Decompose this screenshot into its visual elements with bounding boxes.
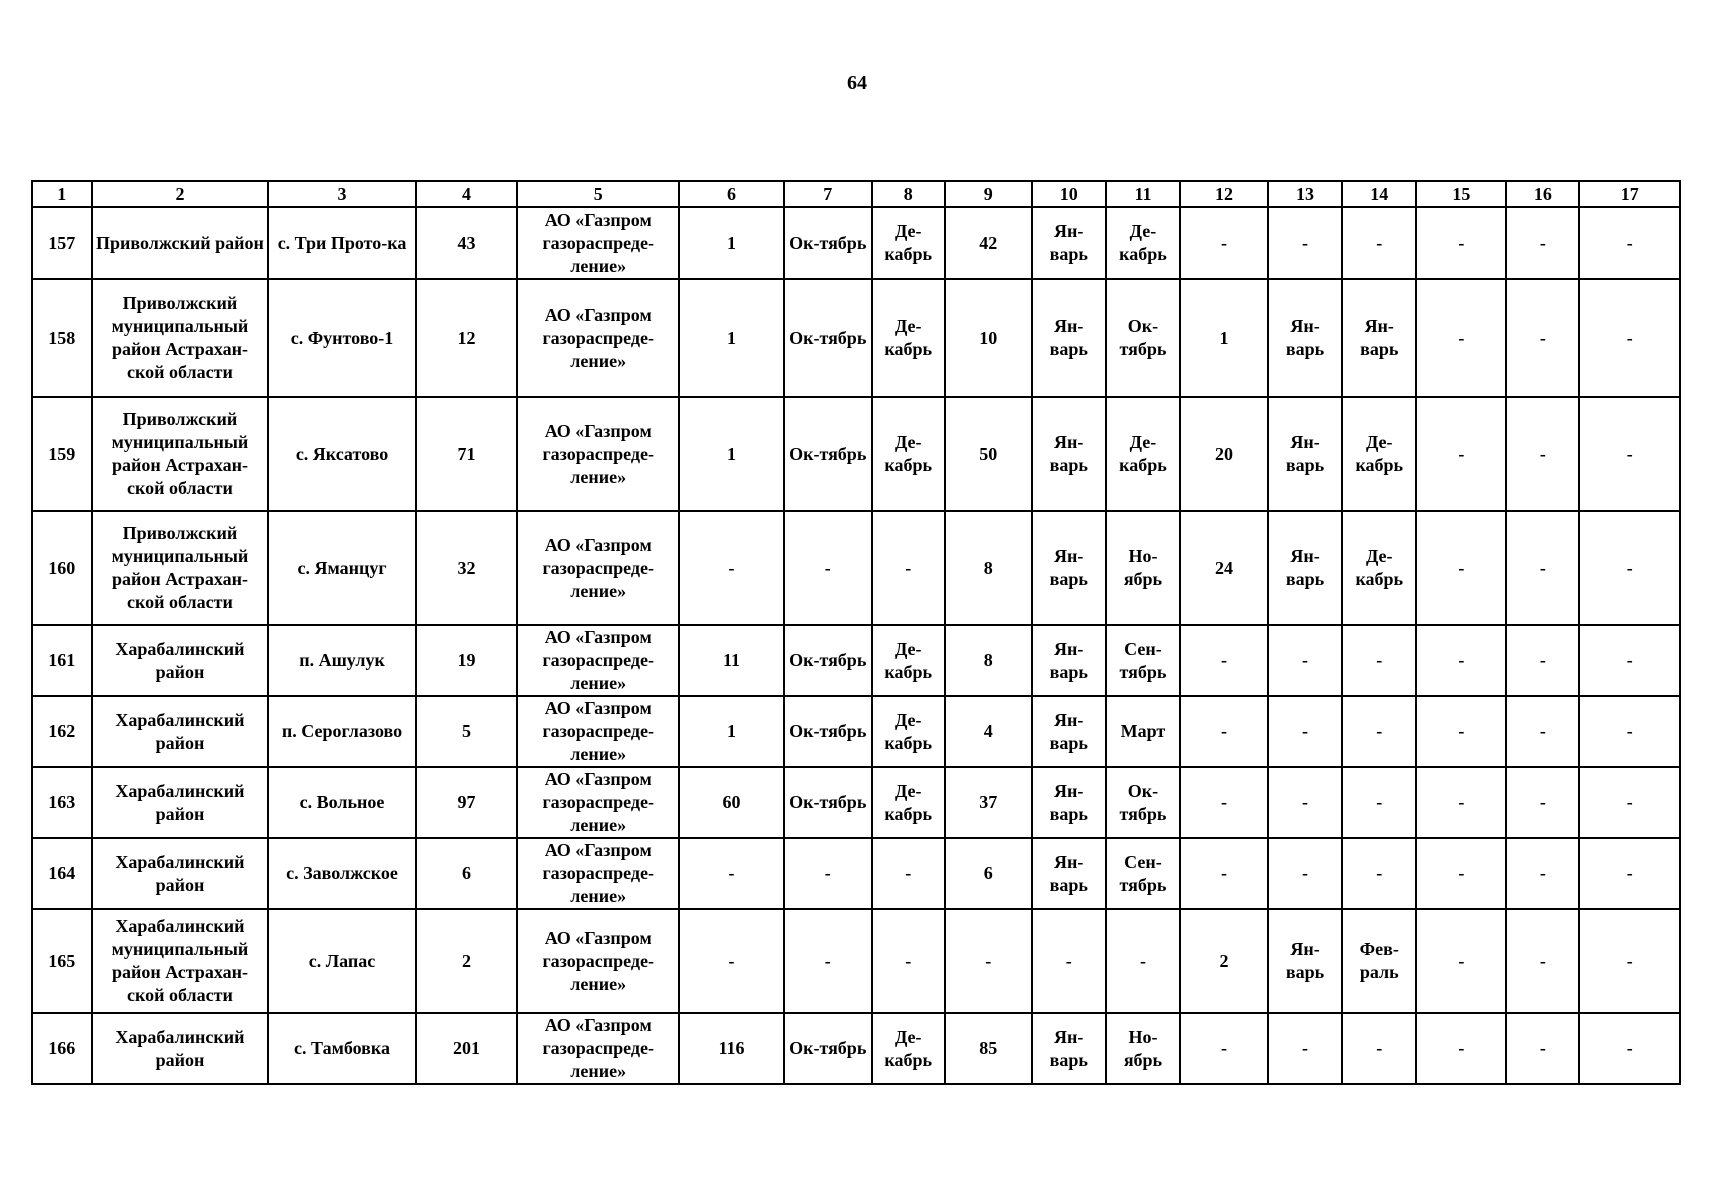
cell-row-number: 165 <box>32 909 92 1013</box>
cell-row-number: 161 <box>32 625 92 696</box>
cell-col-15: - <box>1416 1013 1506 1084</box>
cell-col-12: 20 <box>1180 397 1268 511</box>
table-row <box>32 397 1680 511</box>
cell-col-6: 60 <box>679 767 784 838</box>
cell-col-10: Ян-варь <box>1032 511 1106 625</box>
cell-col-14: - <box>1342 625 1416 696</box>
cell-district: Харабалинский район <box>92 625 269 696</box>
cell-row-number: 162 <box>32 696 92 767</box>
cell-district: Харабалинский муниципальный район Астрахан-ской области <box>92 909 269 1013</box>
table-row <box>32 696 1680 767</box>
table-row <box>32 511 1680 625</box>
cell-col-15: - <box>1416 767 1506 838</box>
cell-col-9: 10 <box>945 279 1032 397</box>
cell-col-16: - <box>1506 511 1579 625</box>
cell-col-17: - <box>1579 625 1680 696</box>
cell-col-13: Ян-варь <box>1268 397 1342 511</box>
cell-col-11: Ок-тябрь <box>1106 279 1180 397</box>
cell-col-17: - <box>1579 696 1680 767</box>
header-col-5: 5 <box>517 181 679 207</box>
cell-col-13: Ян-варь <box>1268 511 1342 625</box>
cell-col-9: 6 <box>945 838 1032 909</box>
header-col-11: 11 <box>1106 181 1180 207</box>
cell-col-6: 1 <box>679 279 784 397</box>
cell-col-8: Де-кабрь <box>872 767 945 838</box>
cell-col-10: Ян-варь <box>1032 625 1106 696</box>
header-col-2: 2 <box>92 181 269 207</box>
cell-organization: АО «Газпром газораспреде-ление» <box>517 397 679 511</box>
cell-col-11: Де-кабрь <box>1106 397 1180 511</box>
cell-settlement: с. Тамбовка <box>268 1013 415 1084</box>
cell-col-12: - <box>1180 838 1268 909</box>
cell-organization: АО «Газпром газораспреде-ление» <box>517 511 679 625</box>
table-row <box>32 909 1680 1013</box>
cell-col-10: Ян-варь <box>1032 838 1106 909</box>
cell-col-7: - <box>784 909 872 1013</box>
cell-col-13: - <box>1268 207 1342 279</box>
cell-organization: АО «Газпром газораспреде-ление» <box>517 279 679 397</box>
cell-col-17: - <box>1579 397 1680 511</box>
table-row <box>32 838 1680 909</box>
cell-col-14: Де-кабрь <box>1342 397 1416 511</box>
cell-col-16: - <box>1506 207 1579 279</box>
cell-organization: АО «Газпром газораспреде-ление» <box>517 767 679 838</box>
cell-col-7: Ок-тябрь <box>784 767 872 838</box>
cell-col-11: Сен-тябрь <box>1106 625 1180 696</box>
cell-settlement: с. Яманцуг <box>268 511 415 625</box>
cell-col-17: - <box>1579 838 1680 909</box>
cell-row-number: 164 <box>32 838 92 909</box>
cell-district: Харабалинский район <box>92 696 269 767</box>
cell-col-13: - <box>1268 1013 1342 1084</box>
cell-col-4: 43 <box>416 207 517 279</box>
cell-col-11: Март <box>1106 696 1180 767</box>
cell-district: Харабалинский район <box>92 767 269 838</box>
cell-col-6: 11 <box>679 625 784 696</box>
cell-col-16: - <box>1506 625 1579 696</box>
cell-col-6: 1 <box>679 696 784 767</box>
cell-col-10: Ян-варь <box>1032 767 1106 838</box>
cell-col-7: Ок-тябрь <box>784 397 872 511</box>
cell-col-11: Ок-тябрь <box>1106 767 1180 838</box>
cell-col-8: Де-кабрь <box>872 279 945 397</box>
cell-settlement: с. Фунтово-1 <box>268 279 415 397</box>
cell-col-4: 6 <box>416 838 517 909</box>
table-row <box>32 767 1680 838</box>
cell-col-4: 12 <box>416 279 517 397</box>
cell-col-15: - <box>1416 909 1506 1013</box>
header-col-6: 6 <box>679 181 784 207</box>
cell-settlement: с. Вольное <box>268 767 415 838</box>
header-col-9: 9 <box>945 181 1032 207</box>
cell-organization: АО «Газпром газораспреде-ление» <box>517 207 679 279</box>
cell-col-6: - <box>679 511 784 625</box>
cell-row-number: 166 <box>32 1013 92 1084</box>
cell-col-16: - <box>1506 1013 1579 1084</box>
cell-col-4: 5 <box>416 696 517 767</box>
cell-col-11: Сен-тябрь <box>1106 838 1180 909</box>
cell-col-8: Де-кабрь <box>872 625 945 696</box>
cell-col-17: - <box>1579 767 1680 838</box>
cell-row-number: 163 <box>32 767 92 838</box>
cell-col-13: Ян-варь <box>1268 909 1342 1013</box>
cell-col-4: 2 <box>416 909 517 1013</box>
table-body <box>32 207 1680 1084</box>
cell-col-10: - <box>1032 909 1106 1013</box>
cell-col-6: - <box>679 838 784 909</box>
cell-settlement: с. Яксатово <box>268 397 415 511</box>
cell-col-9: 4 <box>945 696 1032 767</box>
cell-col-11: Но-ябрь <box>1106 511 1180 625</box>
cell-district: Харабалинский район <box>92 1013 269 1084</box>
cell-col-8: - <box>872 838 945 909</box>
cell-col-10: Ян-варь <box>1032 696 1106 767</box>
cell-col-16: - <box>1506 767 1579 838</box>
cell-col-14: - <box>1342 767 1416 838</box>
cell-settlement: п. Сероглазово <box>268 696 415 767</box>
table-row <box>32 207 1680 279</box>
cell-settlement: п. Ашулук <box>268 625 415 696</box>
header-col-14: 14 <box>1342 181 1416 207</box>
cell-settlement: с. Лапас <box>268 909 415 1013</box>
table-row <box>32 625 1680 696</box>
cell-col-4: 97 <box>416 767 517 838</box>
cell-col-10: Ян-варь <box>1032 1013 1106 1084</box>
cell-organization: АО «Газпром газораспреде-ление» <box>517 909 679 1013</box>
cell-col-14: Де-кабрь <box>1342 511 1416 625</box>
cell-col-8: Де-кабрь <box>872 397 945 511</box>
cell-organization: АО «Газпром газораспреде-ление» <box>517 625 679 696</box>
cell-col-15: - <box>1416 838 1506 909</box>
cell-row-number: 160 <box>32 511 92 625</box>
header-col-12: 12 <box>1180 181 1268 207</box>
cell-col-7: Ок-тябрь <box>784 625 872 696</box>
cell-col-16: - <box>1506 279 1579 397</box>
table-header <box>32 181 1680 207</box>
cell-col-4: 201 <box>416 1013 517 1084</box>
cell-district: Приволжский муниципальный район Астрахан-ской области <box>92 397 269 511</box>
cell-col-9: 42 <box>945 207 1032 279</box>
cell-col-11: - <box>1106 909 1180 1013</box>
cell-col-6: - <box>679 909 784 1013</box>
cell-col-8: Де-кабрь <box>872 696 945 767</box>
cell-col-17: - <box>1579 279 1680 397</box>
cell-col-7: Ок-тябрь <box>784 279 872 397</box>
header-col-17: 17 <box>1579 181 1680 207</box>
cell-col-17: - <box>1579 207 1680 279</box>
cell-organization: АО «Газпром газораспреде-ление» <box>517 838 679 909</box>
cell-col-12: - <box>1180 767 1268 838</box>
cell-col-7: Ок-тябрь <box>784 207 872 279</box>
cell-col-10: Ян-варь <box>1032 397 1106 511</box>
cell-col-17: - <box>1579 909 1680 1013</box>
cell-col-15: - <box>1416 625 1506 696</box>
page-number: 64 <box>847 72 867 94</box>
header-col-13: 13 <box>1268 181 1342 207</box>
header-col-3: 3 <box>268 181 415 207</box>
cell-district: Приволжский район <box>92 207 269 279</box>
cell-col-7: - <box>784 511 872 625</box>
header-row <box>32 181 1680 207</box>
cell-col-4: 19 <box>416 625 517 696</box>
cell-col-12: - <box>1180 696 1268 767</box>
cell-col-9: 37 <box>945 767 1032 838</box>
cell-row-number: 157 <box>32 207 92 279</box>
cell-col-17: - <box>1579 511 1680 625</box>
cell-col-8: Де-кабрь <box>872 207 945 279</box>
header-col-10: 10 <box>1032 181 1106 207</box>
gasification-table <box>31 180 1681 1085</box>
cell-col-4: 32 <box>416 511 517 625</box>
cell-col-9: 85 <box>945 1013 1032 1084</box>
cell-district: Приволжский муниципальный район Астрахан-ской области <box>92 511 269 625</box>
cell-col-16: - <box>1506 838 1579 909</box>
cell-col-10: Ян-варь <box>1032 207 1106 279</box>
cell-col-15: - <box>1416 397 1506 511</box>
cell-col-7: - <box>784 838 872 909</box>
cell-col-13: Ян-варь <box>1268 279 1342 397</box>
cell-col-6: 1 <box>679 207 784 279</box>
cell-district: Харабалинский район <box>92 838 269 909</box>
cell-col-10: Ян-варь <box>1032 279 1106 397</box>
cell-col-14: Ян-варь <box>1342 279 1416 397</box>
cell-col-12: 24 <box>1180 511 1268 625</box>
cell-col-12: 2 <box>1180 909 1268 1013</box>
cell-col-12: - <box>1180 1013 1268 1084</box>
cell-organization: АО «Газпром газораспреде-ление» <box>517 696 679 767</box>
cell-col-7: Ок-тябрь <box>784 1013 872 1084</box>
cell-col-15: - <box>1416 696 1506 767</box>
cell-col-6: 1 <box>679 397 784 511</box>
table-row <box>32 279 1680 397</box>
cell-district: Приволжский муниципальный район Астрахан-ской области <box>92 279 269 397</box>
cell-col-16: - <box>1506 696 1579 767</box>
cell-col-15: - <box>1416 511 1506 625</box>
cell-col-14: - <box>1342 207 1416 279</box>
cell-col-13: - <box>1268 696 1342 767</box>
cell-col-13: - <box>1268 838 1342 909</box>
cell-col-8: - <box>872 909 945 1013</box>
cell-col-9: 8 <box>945 625 1032 696</box>
cell-col-17: - <box>1579 1013 1680 1084</box>
cell-col-9: - <box>945 909 1032 1013</box>
cell-col-6: 116 <box>679 1013 784 1084</box>
header-col-15: 15 <box>1416 181 1506 207</box>
cell-col-12: - <box>1180 207 1268 279</box>
cell-organization: АО «Газпром газораспреде-ление» <box>517 1013 679 1084</box>
cell-col-9: 8 <box>945 511 1032 625</box>
cell-row-number: 158 <box>32 279 92 397</box>
table-row <box>32 1013 1680 1084</box>
cell-settlement: с. Заволжское <box>268 838 415 909</box>
cell-col-11: Де-кабрь <box>1106 207 1180 279</box>
header-col-7: 7 <box>784 181 872 207</box>
header-col-8: 8 <box>872 181 945 207</box>
cell-col-16: - <box>1506 397 1579 511</box>
cell-col-9: 50 <box>945 397 1032 511</box>
cell-col-13: - <box>1268 625 1342 696</box>
cell-col-15: - <box>1416 279 1506 397</box>
cell-col-11: Но-ябрь <box>1106 1013 1180 1084</box>
cell-col-4: 71 <box>416 397 517 511</box>
header-col-1: 1 <box>32 181 92 207</box>
cell-col-14: - <box>1342 1013 1416 1084</box>
cell-col-16: - <box>1506 909 1579 1013</box>
cell-col-14: Фев-раль <box>1342 909 1416 1013</box>
cell-col-15: - <box>1416 207 1506 279</box>
cell-col-8: Де-кабрь <box>872 1013 945 1084</box>
header-col-4: 4 <box>416 181 517 207</box>
cell-col-14: - <box>1342 838 1416 909</box>
cell-col-14: - <box>1342 696 1416 767</box>
cell-col-8: - <box>872 511 945 625</box>
cell-col-7: Ок-тябрь <box>784 696 872 767</box>
cell-col-13: - <box>1268 767 1342 838</box>
cell-col-12: - <box>1180 625 1268 696</box>
cell-col-12: 1 <box>1180 279 1268 397</box>
cell-settlement: с. Три Прото-ка <box>268 207 415 279</box>
cell-row-number: 159 <box>32 397 92 511</box>
header-col-16: 16 <box>1506 181 1579 207</box>
